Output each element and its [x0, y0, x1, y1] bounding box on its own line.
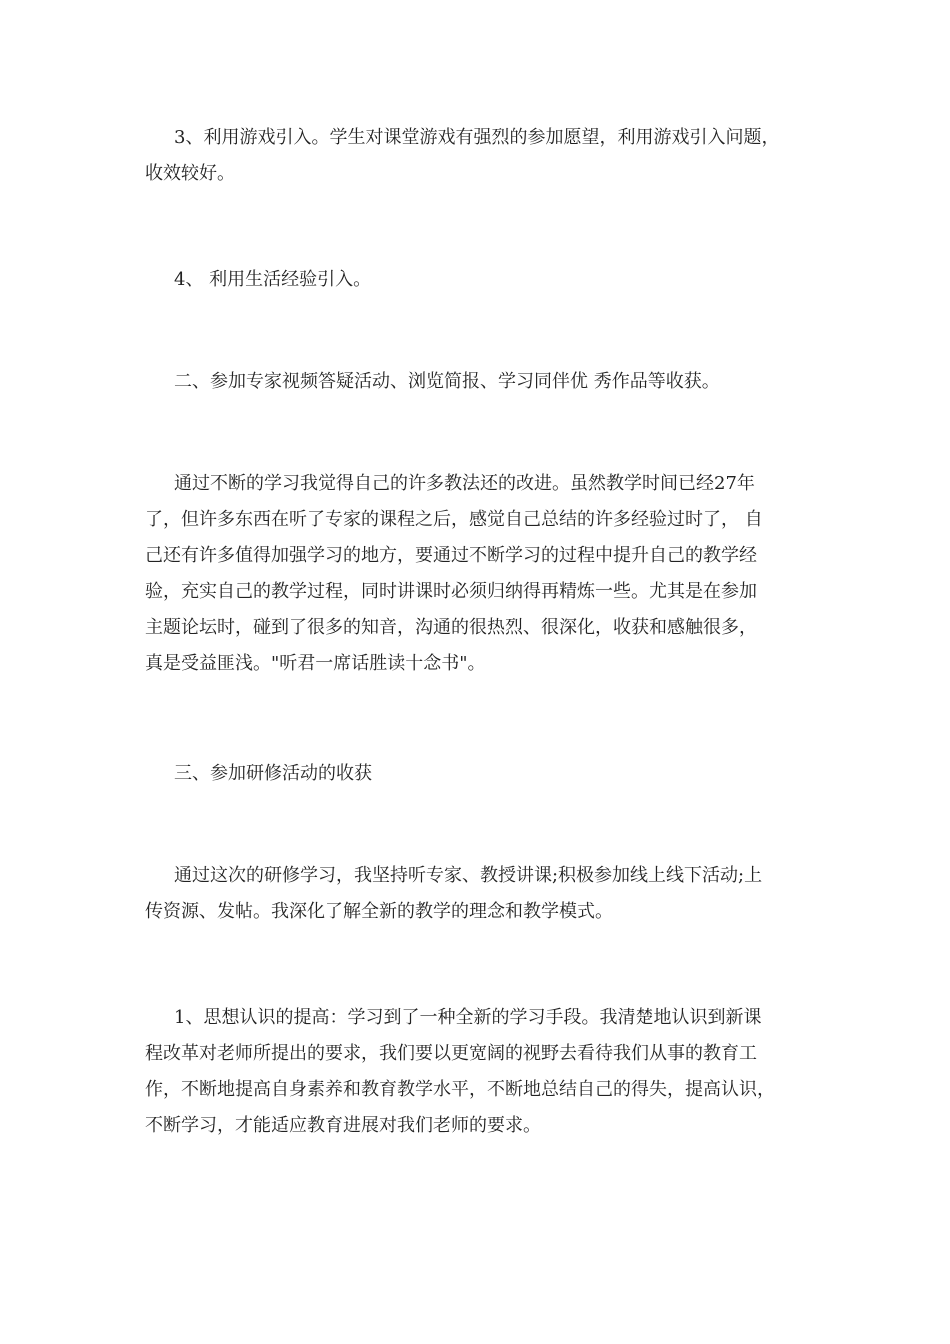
section-heading-2 [145, 364, 815, 400]
paragraph-life-experience [145, 262, 815, 298]
text-line: 二、参加专家视频答疑活动、浏览简报、学习同伴优 秀作品等收获。 [174, 371, 720, 392]
text-line: 通过这次的研修学习，我坚持听专家、教授讲课;积极参加线上线下活动;上 [174, 865, 763, 886]
text-line: 传资源、发帖。我深化了解全新的教学的理念和教学模式。 [145, 901, 613, 922]
text-line: 主题论坛时，碰到了很多的知音，沟通的很热烈、很深化，收获和感触很多， [145, 617, 757, 638]
paragraph-training-study [145, 858, 815, 930]
text-line: 1、思想认识的提高：学习到了一种全新的学习手段。我清楚地认识到新课 [174, 1007, 762, 1028]
text-line: 不断学习，才能适应教育进展对我们老师的要求。 [145, 1115, 541, 1136]
paragraph-reflection [145, 466, 815, 682]
text-line: 收效较好。 [145, 163, 235, 184]
text-line: 真是受益匪浅。"听君一席话胜读十念书"。 [145, 653, 486, 674]
paragraph-thinking-improvement [145, 1000, 815, 1144]
text-line: 4、 利用生活经验引入。 [174, 269, 372, 290]
text-line: 作，不断地提高自身素养和教育教学水平，不断地总结自己的得失，提高认识， [145, 1079, 775, 1100]
text-line: 验，充实自己的教学过程，同时讲课时必须归纳得再精炼一些。尤其是在参加 [145, 581, 757, 602]
paragraph-game-introduction [145, 120, 815, 192]
text-line: 了，但许多东西在听了专家的课程之后，感觉自己总结的许多经验过时了， 自 [145, 509, 763, 530]
text-line: 己还有许多值得加强学习的地方，要通过不断学习的过程中提升自己的教学经 [145, 545, 757, 566]
text-line: 3、利用游戏引入。学生对课堂游戏有强烈的参加愿望，利用游戏引入问题， [174, 127, 780, 148]
text-line: 程改革对老师所提出的要求，我们要以更宽阔的视野去看待我们从事的教育工 [145, 1043, 757, 1064]
section-heading-3 [145, 756, 815, 792]
text-line: 三、参加研修活动的收获 [174, 763, 372, 784]
text-line: 通过不断的学习我觉得自己的许多教法还的改进。虽然教学时间已经27年 [174, 473, 755, 494]
